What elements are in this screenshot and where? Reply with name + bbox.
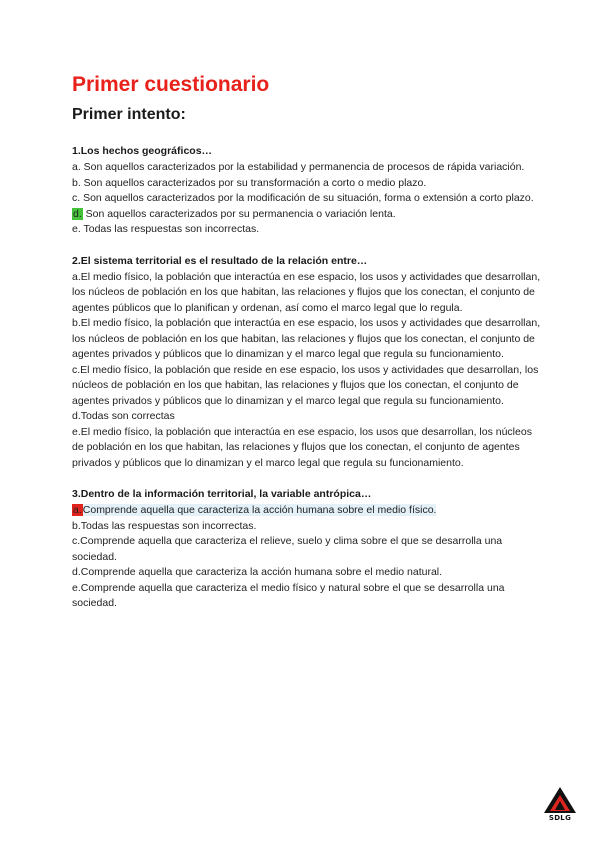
option-a (72, 270, 542, 317)
option-d (72, 565, 542, 581)
question-1 (72, 144, 542, 238)
question-3 (72, 487, 542, 612)
option-e (72, 425, 542, 472)
option-text: b.El medio físico, la población que interactúa en ese espacio, los usos y actividades que desarrollan, los núcleos de población en los que habitan, las relaciones y flujos que los conectan, el conjunto de agentes privados y públicos que lo dinamizan y el marco legal que regula su funcionamiento. (72, 317, 541, 360)
option-b (72, 176, 542, 192)
option-text: e.Comprende aquella que caracteriza el medio físico y natural sobre el que se desarrolla una sociedad. (72, 581, 505, 609)
option-text: b. Son aquellos caracterizados por su transformación a corto o medio plazo. (72, 176, 427, 189)
option-a (72, 160, 542, 176)
option-text: b.Todas las respuestas son incorrectas. (72, 519, 257, 532)
option-a-wrong (72, 503, 542, 519)
option-b (72, 316, 542, 363)
question-heading: 2.El sistema territorial es el resultado de la relación entre… (72, 254, 368, 267)
option-text: e. Todas las respuestas son incorrectas. (72, 223, 260, 235)
sdlg-logo (543, 786, 577, 826)
question-heading: 1.Los hechos geográficos… (72, 145, 213, 157)
option-text: Son aquellos caracterizados por su permanencia o variación lenta. (82, 207, 396, 220)
option-text: e.El medio físico, la población que interactúa en ese espacio, los usos que desarrollan, los núcleos de población en los que habitan, las relaciones y flujos que los conectan, el conjunto de agentes privados y públicos que lo dinamizan y el marco legal que regula su funcionamiento. (72, 425, 532, 469)
sdlg-triangle-logo-icon (543, 786, 577, 814)
option-b (72, 519, 542, 535)
option-d-correct (72, 207, 542, 223)
option-c (72, 534, 542, 565)
option-text: c.El medio físico, la población que reside en ese espacio, los usos y actividades que desarrollan, los núcleos de población en los que habitan, las relaciones y flujos que los conectan, el conjunto de agentes privados y públicos que lo dinamizan y el marco legal que regula su funcionamiento. (72, 363, 539, 407)
option-c (72, 191, 542, 207)
correct-answer-marker: d. (73, 207, 82, 220)
option-text: a. Son aquellos caracterizados por la estabilidad y permanencia de procesos de rápida variación. (72, 161, 525, 173)
option-text: Comprende aquella que caracteriza la acción humana sobre el medio físico. (82, 504, 437, 516)
option-e (72, 581, 542, 612)
option-text: c.Comprende aquella que caracteriza el relieve, suelo y clima sobre el que se desarrolla una sociedad. (72, 535, 503, 563)
option-text: d.Comprende aquella que caracteriza la acción humana sobre el medio natural. (72, 566, 443, 578)
option-e (72, 222, 542, 238)
document-page (72, 72, 542, 628)
option-d (72, 409, 542, 425)
wrong-answer-marker: a. (73, 504, 82, 516)
option-text: a.El medio físico, la población que interactúa en ese espacio, los usos y actividades que desarrollan, los núcleos de población en los que habitan, las relaciones y flujos que los conectan, el conjunto de agentes públicos que lo planifican y ordenan, así como el marco legal que lo regula. (72, 270, 541, 314)
option-text: c. Son aquellos caracterizados por la modificación de su situación, forma o extensión a corto plazo. (72, 192, 534, 204)
question-2 (72, 254, 542, 472)
question-heading: 3.Dentro de la información territorial, la variable antrópica… (72, 488, 372, 500)
logo-wordmark: SDLG (548, 814, 572, 822)
option-c (72, 363, 542, 410)
option-text: d.Todas son correctas (72, 410, 175, 422)
document-title: Primer cuestionario (72, 73, 270, 96)
attempt-subtitle: Primer intento: (72, 106, 186, 123)
